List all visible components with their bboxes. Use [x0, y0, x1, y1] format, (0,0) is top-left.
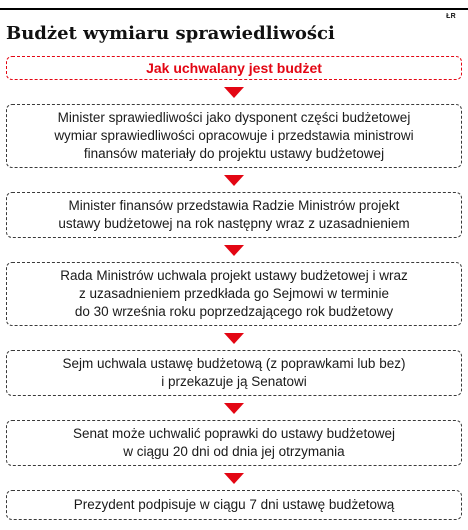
- down-arrow-icon: [224, 403, 244, 414]
- flowchart: [6, 56, 462, 520]
- step-2-box: [6, 192, 462, 238]
- step-3-line: do 30 września roku poprzedzającego rok budżetowy: [74, 304, 394, 319]
- step-4-text: [63, 355, 406, 391]
- step-5-line: w ciągu 20 dni od dnia jej otrzymania: [123, 444, 345, 459]
- step-5-line: Senat może uchwalić poprawki do ustawy budżetowej: [73, 426, 395, 441]
- flowchart-header-label: Jak uchwalany jest budżet: [146, 60, 322, 76]
- down-arrow-icon: [224, 87, 244, 98]
- down-arrow-icon: [224, 473, 244, 484]
- publisher-logo: ŁR: [446, 13, 456, 20]
- step-6-line: Prezydent podpisuje w ciągu 7 dni ustawę budżetową: [73, 497, 395, 512]
- step-1-text: [54, 109, 413, 163]
- step-6-text: [74, 496, 394, 514]
- page-title: Budżet wymiaru sprawiedliwości: [6, 23, 335, 44]
- step-5-text: [73, 425, 395, 461]
- step-6-box: [6, 490, 462, 520]
- down-arrow-icon: [224, 175, 244, 186]
- step-3-box: [6, 262, 462, 326]
- down-arrow-icon: [224, 245, 244, 256]
- step-4-box: [6, 350, 462, 396]
- step-3-line: Rada Ministrów uchwala projekt ustawy budżetowej i wraz: [60, 268, 408, 283]
- down-arrow-icon: [224, 333, 244, 344]
- step-4-line: Sejm uchwala ustawę budżetową (z poprawkami lub bez): [62, 356, 406, 371]
- step-1-line: Minister sprawiedliwości jako dysponent części budżetowej: [57, 110, 411, 125]
- top-rule: [0, 8, 468, 10]
- step-1-line: finansów materiały do projektu ustawy budżetowej: [83, 146, 385, 161]
- step-2-line: ustawy budżetowej na rok następny wraz z uzasadnieniem: [58, 216, 410, 231]
- step-3-line: z uzasadnieniem przedkłada go Sejmowi w terminie: [79, 286, 389, 301]
- step-3-text: [60, 267, 407, 321]
- flowchart-header-box: [6, 56, 462, 80]
- step-2-line: Minister finansów przedstawia Radzie Ministrów projekt: [68, 198, 400, 213]
- step-1-line: wymiar sprawiedliwości opracowuje i przedstawia ministrowi: [54, 128, 414, 143]
- step-4-line: i przekazuje ją Senatowi: [161, 374, 307, 389]
- step-2-text: [58, 197, 409, 233]
- step-5-box: [6, 420, 462, 466]
- step-1-box: [6, 104, 462, 168]
